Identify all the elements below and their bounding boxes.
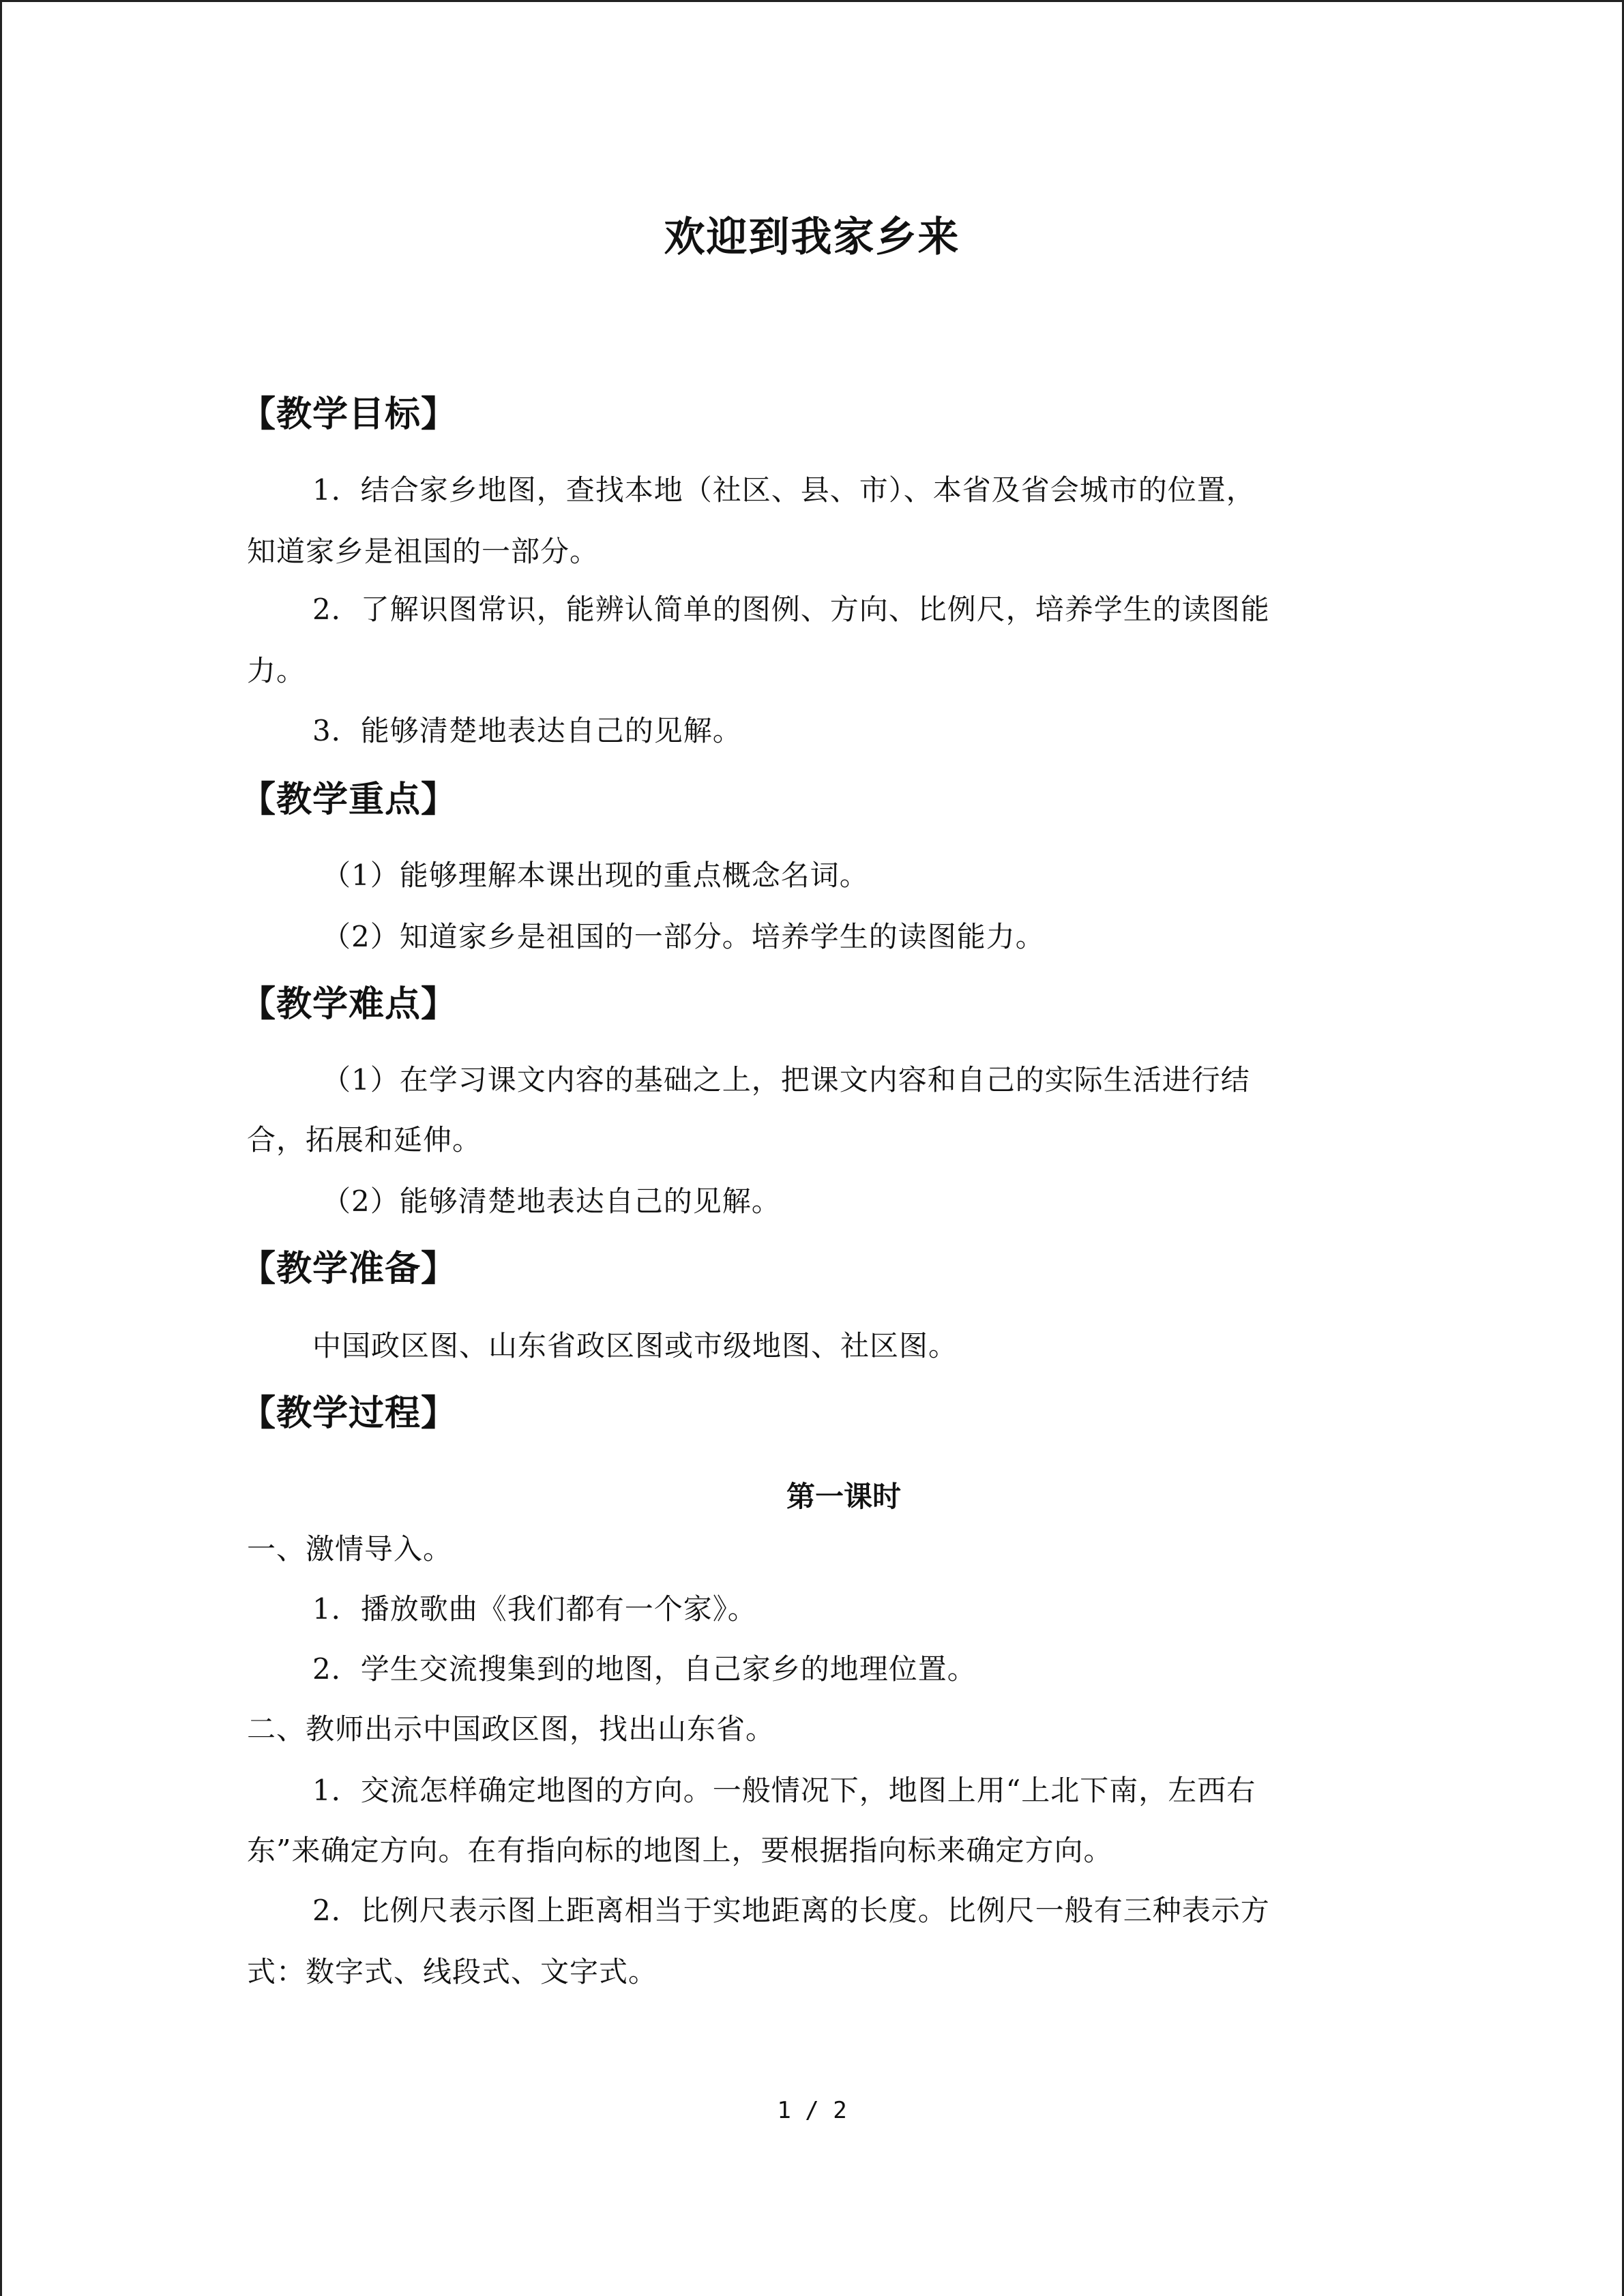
lesson-title: 第一课时 xyxy=(786,1480,901,1513)
key-point-2: （2）知道家乡是祖国的一部分。培养学生的读图能力。 xyxy=(322,920,1045,953)
difficulty-1: （1）在学习课文内容的基础之上，把课文内容和自己的实际生活进行结 xyxy=(322,1063,1250,1097)
process-step-1-2: 2．学生交流搜集到的地图，自己家乡的地理位置。 xyxy=(312,1652,977,1686)
process-step-2-2: 2．比例尺表示图上距离相当于实地距离的长度。比例尺一般有三种表示方 xyxy=(312,1894,1270,1927)
process-step-1: 一、激情导入。 xyxy=(247,1532,453,1566)
section-heading-difficulties: 【教学难点】 xyxy=(240,984,458,1025)
page-left-border xyxy=(0,0,2,2296)
section-heading-objectives: 【教学目标】 xyxy=(240,394,458,435)
objective-line-2: 2．了解识图常识，能辨认简单的图例、方向、比例尺，培养学生的读图能 xyxy=(312,593,1270,626)
difficulty-1-cont: 合，拓展和延伸。 xyxy=(247,1123,482,1157)
process-step-2-2-cont: 式：数字式、线段式、文字式。 xyxy=(247,1955,658,1988)
section-heading-key-points: 【教学重点】 xyxy=(240,779,458,820)
objective-line-1-cont: 知道家乡是祖国的一部分。 xyxy=(247,535,600,568)
objective-line-3: 3．能够清楚地表达自己的见解。 xyxy=(312,714,742,747)
process-step-2: 二、教师出示中国政区图，找出山东省。 xyxy=(247,1712,776,1746)
page-top-border xyxy=(0,0,1624,2)
process-step-2-1: 1．交流怎样确定地图的方向。一般情况下，地图上用“上北下南，左西右 xyxy=(312,1774,1256,1807)
key-point-1: （1）能够理解本课出现的重点概念名词。 xyxy=(322,859,869,892)
process-step-1-1: 1．播放歌曲《我们都有一个家》。 xyxy=(312,1592,757,1626)
objective-line-1: 1．结合家乡地图，查找本地（社区、县、市）、本省及省会城市的位置， xyxy=(312,473,1256,507)
document-title: 欢迎到我家乡来 xyxy=(664,213,960,261)
section-heading-process: 【教学过程】 xyxy=(240,1393,458,1434)
objective-line-2-cont: 力。 xyxy=(247,654,306,687)
preparation-line: 中国政区图、山东省政区图或市级地图、社区图。 xyxy=(312,1329,958,1362)
section-heading-preparation: 【教学准备】 xyxy=(240,1249,458,1289)
difficulty-2: （2）能够清楚地表达自己的见解。 xyxy=(322,1184,781,1218)
page-number: 1 / 2 xyxy=(777,2097,847,2124)
process-step-2-1-cont: 东”来确定方向。在有指向标的地图上，要根据指向标来确定方向。 xyxy=(247,1834,1113,1867)
